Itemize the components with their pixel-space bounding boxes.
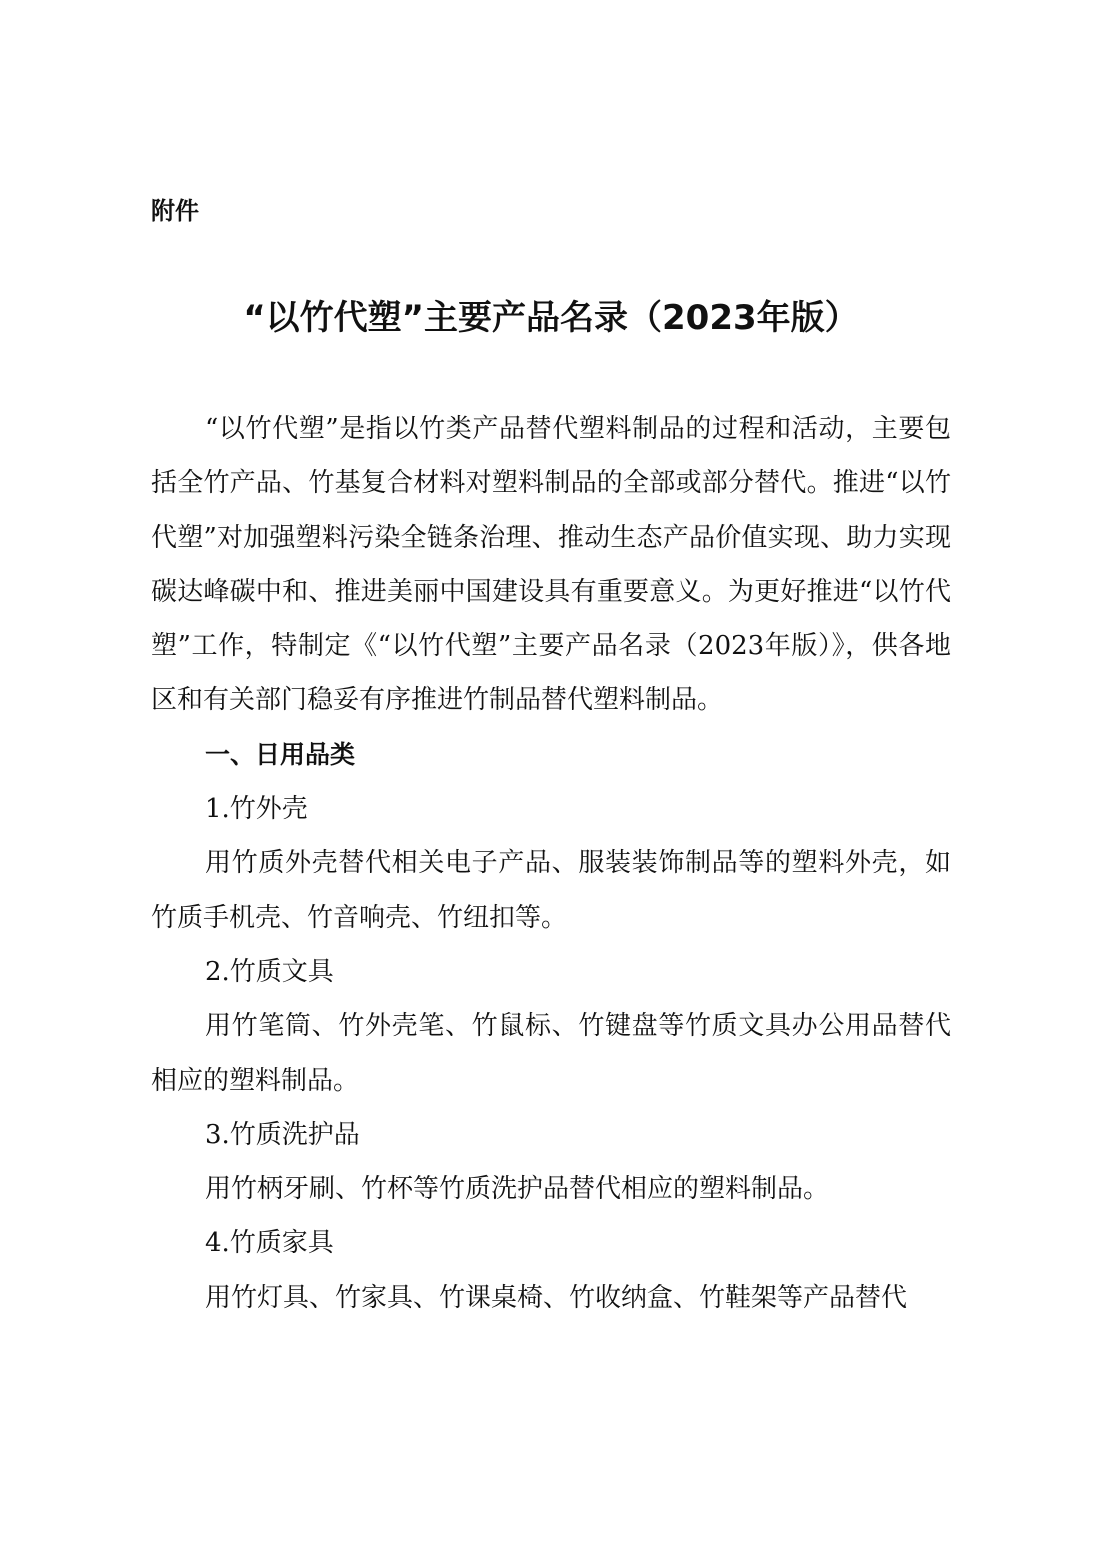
item-title-bamboo-furniture: 4.竹质家具 xyxy=(205,1228,334,1259)
item-body-bamboo-shell: 用竹质外壳替代相关电子产品、服装装饰制品等的塑料外壳，如竹质手机壳、竹音响壳、竹纽扣等。 xyxy=(151,848,951,933)
document-body xyxy=(151,402,951,1325)
item-body-bamboo-furniture: 用竹灯具、竹家具、竹课桌椅、竹收纳盒、竹鞋架等产品替代 xyxy=(205,1282,908,1313)
item-body-bamboo-stationery: 用竹笔筒、竹外壳笔、竹鼠标、竹键盘等竹质文具办公用品替代相应的塑料制品。 xyxy=(151,1011,951,1096)
item-body-bamboo-toiletries: 用竹柄牙刷、竹杯等竹质洗护品替代相应的塑料制品。 xyxy=(205,1174,830,1205)
item-title-bamboo-toiletries: 3.竹质洗护品 xyxy=(205,1119,360,1150)
item-title-bamboo-stationery: 2.竹质文具 xyxy=(205,956,334,987)
attachment-label: 附件 xyxy=(151,197,199,225)
intro-paragraph: “以竹代塑”是指以竹类产品替代塑料制品的过程和活动，主要包括全竹产品、竹基复合材料对塑料制品的全部或部分替代。推进“以竹代塑”对加强塑料污染全链条治理、推动生态产品价值实现、助力实现碳达峰碳中和、推进美丽中国建设具有重要意义。为更好推进“以竹代塑”工作，特制定《“以竹代塑”主要产品名录（2023年版）》，供各地区和有关部门稳妥有序推进竹制品替代塑料制品。 xyxy=(151,414,951,716)
item-title-bamboo-shell: 1.竹外壳 xyxy=(205,794,308,825)
section-heading-daily-goods: 一、日用品类 xyxy=(205,739,356,769)
document-title: “以竹代塑”主要产品名录（2023年版） xyxy=(243,298,859,338)
